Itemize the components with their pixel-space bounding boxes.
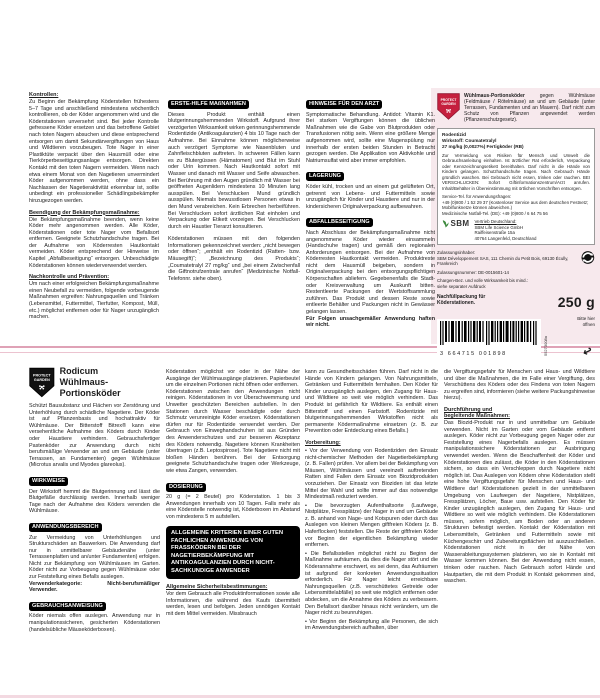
green-dot-recycling-icon — [581, 250, 595, 265]
holder-address: SBM Développement SAS, 111 Chemin du Petit Bois, 69130 Écully, Frankreich — [437, 255, 569, 267]
erste-hilfe-body: Dieses Produkt enthält einen blutgerinnungshemmenden Wirkstoff. Aufgrund ihrer verzögerten Wirksamkeit wirken gerinnungshemmende Rodentizide (Antikoagulanzien) 4 bis 10 Tage nach der Aufnahme. Bei Einnahme können möglicherweise auch verzögert Symptome wie Nasenbluten und Zahnfleischbluten auftreten. In schweren Fällen kann es zu Blutergüssen (Hämatomen) und Blut im Stuhl oder Urin kommen. Nach Hautkontakt sofort mit Wasser und danach mit Wasser und Seife abwaschen. Bei Berührung mit den Augen gründlich mit Wasser bei geöffneten Augenlidern mindestens 10 Minuten lang ausspülen. Bei Verschlucken Mund gründlich ausspülen. Niemals bewusstlosen Personen etwas in den Mund verabreichen. Kein Erbrechen herbeiführen. Bei Verschlucken sofort ärztlichen Rat einholen und Verpackung oder Etikett vorzeigen. Bei Verschlucken durch ein Haustier Tierarzt konsultieren. — [168, 111, 300, 230]
gebrauchsanweisung-header: GEBRAUCHSANWEISUNG — [29, 602, 106, 611]
beendigung-heading: Beendigung der Bekämpfungsmaßnahme: — [29, 209, 140, 216]
distributor-name: SBM Life Science GmbH — [474, 224, 524, 230]
regulatory-box — [437, 128, 595, 245]
barcode-digits: 3 664715 001898 — [440, 351, 507, 358]
koederstation-pflege: Köderstationen zwischen den Anwendungen nicht reinigen. Köderstationen in vor Überschwemmung und Unwetter geschützten Bereichen aufstellen. In den Stationen durch Wasser beschädigte oder durch Schmutz verunreinigte Köder ersetzen. Köderstationen dürfen nur für Rodentizide verwendet werden. Der Gebrauch von Einweghandschuhen ist aus Gründen des Anwenderschutzes und zur besseren Akzeptanz des Köders notwendig. Nagetiere können Krankheiten übertragen (z.B. Leptospirose). Tote Nagetiere nicht mit bloßen Händen berühren. Bei der Entsorgung geeignete Schutzhandschuhe tragen oder Werkzeuge, wie etwa Zangen, verwenden. — [166, 388, 300, 474]
criteria-banner: ALLGEMEINE KRITERIEN EINER GUTEN FACHLICHEN ANWENDUNG VON FRASSKÖDERN BEI DER NAGETIERBEKÄMPFUNG MIT ANTIKOAGULANZIEN DURCH NICHT-SACHKUNDIGE ANWENDER — [166, 526, 300, 578]
print-side-code: 55273008a — [543, 336, 548, 357]
safety-statements: Zur Vermeidung von Risiken für Mensch und Umwelt die Gebrauchsanleitung einhalten. Ist ärztlicher Rat erforderlich, Verpackung oder Kennzeichnungsetikett bereithalten. Darf nicht in die Hände von Kindern gelangen. Schutzhandschuhe tragen. Nach Gebrauch Hände gründlich waschen. Bei Gebrauch nicht essen, trinken oder rauchen. BEI VERSCHLUCKEN: Sofort Giftinformationszentrum/Arzt anrufen. Inhalt/Behälter in Übereinstimmung mit örtlichen Vorschriften entsorgen. — [442, 152, 590, 191]
label-bottom-edge — [0, 695, 600, 698]
abfallbeseitigung-header: ABFALLBESEITIGUNG — [306, 218, 373, 227]
distributor-label: Vertrieb Deutschland: — [474, 219, 517, 225]
product-claim-text: gegen Wühlmäuse (Feldmäuse / Rötelmäuse) an und um Gebäude (unter Terrassen, Fundamenten und an Mauern). Darf nicht zum Schutz von Pflanzen angewendet werden (Pflanzenschutzgesetz). — [464, 93, 595, 124]
open-here-hint: Bitte hier öffnen — [577, 316, 595, 327]
dosierung-header: DOSIERUNG — [166, 483, 206, 492]
product-description-column — [29, 366, 160, 633]
barcode-bars — [440, 321, 538, 345]
implementation-column — [444, 369, 595, 585]
koederstationen-kennzeichnung: Köderstationen müssen mit den folgenden Informationen gekennzeichnet werden: „nicht bewegen oder öffnen“; „enthält ein Rodentizid (Ratten- bzw. Mäusegift)“; „Bezeichnung des Produkts“; „Coumatetralyl 27 mg/kg“ und „bei einem Zwischenfall die Giftnotrufzentrale anrufen“ (Medizinische Notfall-Telefonnr. siehe oben). — [168, 236, 300, 282]
abfallbeseitigung-body: Nach Abschluss der Bekämpfungsmaßnahme nicht angenommene Köder wieder einsammeln (Handschuhe tragen) und gemäß den regionalen Anforderungen entsorgen. Bei der Aufnahme von Köderresten Hautkontakt vermeiden. Produktreste nicht dem Hausmüll beigeben, sondern in Originalverpackung bei den entsorgungspflichtigen Körperschaften abliefern. Gegebenenfalls die Stadt- oder Kreisverwaltung um Auskunft bitten. Restentleerte Packungen der Wertstoffsammlung zuführen. Das Produkt und dessen Reste sowie entleerte Behälter und Packungen nicht in Gewässer gelangen lassen. — [306, 229, 435, 316]
approval-number: Zulassungsnummer: DE-0015601-14 — [437, 269, 509, 275]
section-arzt-lagerung-abfall — [306, 92, 435, 329]
barcode — [437, 319, 541, 358]
haftung-hinweis: Für Folgen unsachgemäßer Anwendung haften wir nicht. — [306, 315, 435, 329]
anwendungsbereich-header: ANWENDUNGSBEREICH — [29, 523, 102, 532]
authorisation-holder-block — [437, 250, 577, 267]
koederstation-platzierung: Köderstation möglichst vor oder in der Nähe der Ausgänge der Wühlmausgänge platzieren. Papierbeutel um die einzelnen Portionen nicht öffnen oder entfernen. — [166, 369, 300, 389]
sicherheitsbestimmungen-body: Vor dem Gebrauch alle Produktinformationen sowie alle Informationen, die während des Kaufs übermittelt werden, lesen und befolgen. Jeden unnötigen Kontakt mit dem Mittel vermeiden. Missbrauch — [166, 590, 300, 617]
active-substance: Wirkstoff: Coumatetralyl — [442, 138, 497, 144]
distributor-city: 40764 Langenfeld, Deutschland — [474, 235, 537, 241]
sbm-logo — [442, 219, 469, 228]
service-phone-number: +49 (0)800 / 1 52 29 37 (Kostenloser Service aus dem deutschen Festnetz; Mobilfunknetze können abweichen.) — [442, 199, 589, 211]
vorbereitung-heading: Vorbereitung: — [305, 439, 341, 446]
vorbereitung-bullet-4: • Vor Beginn der Bekämpfung alle Personen, die sich im Anwendungsbereich aufhalten, über — [305, 618, 438, 632]
hinweise-arzt-header: HINWEISE FÜR DEN ARZT — [306, 100, 382, 109]
durchfuehrung-body: Das Biozid-Produkt nur in und unmittelbar um Gebäude verwenden. Nicht im Garten oder vom Gebäude entfernt auslegen. Köder nicht zur Vorbeugung gegen Nager oder zur Feststellung eines Nagerbefalls auslegen. Es müssen manipulationssichere Köderstationen zur Ausbringung verwendet werden. Wenn die Beschaffenheit der Köder und Köderstationen dies zulässt, die Köder in den Köderstationen sichern, so dass ein Verschleppen durch Nagetiere nicht möglich ist. Das Auslegen von Ködern ohne Köderstation stellt eine hohe Vergiftungsgefahr für Menschen und Haus- und Wildtiere dar! Köderstationen gezielt in der unmittelbaren Umgebung von Laufwegen der Nagetiere, Nistplätzen, Fressplätzen, Löcher, Baue usw. aufstellen. Den Köder für Kinder unzugänglich auslegen, den Zugang für Haus- und Wildtiere so weit wie möglich verhindern. Die Köderstationen müssen, sofern möglich, am Boden oder an anderen Strukturen befestigt werden. Kontakt der Köderstation mit Lebensmitteln, Getränken und Futtermitteln sowie mit Küchengeschirr und Zubereitungsflächen ist auszuschließen. Köderstationen nicht in der Nähe von Wasserableitungssystemen platzieren, wo sie in Kontakt mit Wasser kommen können. Bei der Anwendung nicht essen, trinken oder rauchen. Nach Gebrauch sofort Hände und Hautpartien, die mit dem Produkt in Kontakt gekommen sind, waschen. — [444, 419, 595, 585]
application-column — [166, 369, 300, 617]
open-arrow-icon: ↩ — [580, 344, 595, 360]
product-type: Rodentizid — [442, 132, 466, 138]
vorbereitung-bullet-3: • Die Befallsstellen möglichst nicht zu Beginn der Maßnahme aufräumen, da dies die Nager stört und die Köderannahme erschwert, es sei denn, das Aufräumen ist aufgrund der konkreten Anwendungssituation erforderlich. Für Nager leicht erreichbare Nahrungsquellen (z.B. verschüttetes Getreide oder Lebensmittelabfälle) so weit wie möglich entfernen oder abdecken, um die Annahme des Köders zu verbessern. Den Befallsort darüber hinaus nicht verändern, um die Nager nicht zu beunruhigen. — [305, 550, 438, 617]
product-title-line1: Rodicum — [59, 366, 99, 376]
wirkweise-body: Der Wirkstoff hemmt die Blutgerinnung und lässt die Blutgefäße durchlässig werden. Innerhalb weniger Tage nach der Aufnahme des Köders verenden die Wühlmäuse. — [29, 488, 160, 515]
nachkontrolle-heading: Nachkontrolle und Prävention: — [29, 274, 110, 281]
distributor-street: Raiffeisenstraße 15a — [474, 230, 515, 236]
hinweise-arzt-body: Symptomatische Behandlung. Antidot: Vitamin K1. Bei starken Vergiftungen können die üblichen Maßnahmen wie die Gabe von Blutprodukten oder Transfusionen nötig sein. Wenn eine größere Menge aufgenommen wird, sollte eine Magenspülung nur innerhalb der ersten beiden Stunden in Betracht gezogen werden. Die Applikation von Aktivkohle und Natriumsulfat wird aber immer empfohlen. — [306, 111, 435, 164]
net-weight: 250 g — [557, 294, 595, 311]
distributor-block — [474, 219, 536, 241]
product-title-line2: Wühlmaus-Portionsköder — [59, 377, 121, 398]
lagerung-body: Köder kühl, trocken und an einem gut gelüfteten Ort, getrennt von Lebens- und Futtermitteln sowie unzugänglich für Kinder und Haustiere und nur in der kindersicheren Originalverpackung aufbewahren. — [306, 183, 435, 210]
batch-note-line1: Chargen-Bez. und volle Wirksamkeit bis mind.: — [437, 278, 529, 284]
brand-line1: PROTECT — [33, 373, 51, 378]
sbm-leaf-icon — [442, 219, 449, 228]
preparation-column — [305, 369, 438, 632]
product-claim — [464, 93, 595, 123]
verwenderkategorie: Verwenderkategorie: Nicht-berufsmäßiger Verwender. — [29, 580, 160, 594]
brand-line1: PROTECT — [440, 98, 457, 102]
erste-hilfe-header: ERSTE-HILFE MAßNAHMEN — [168, 100, 249, 109]
section-kontrollen — [29, 92, 159, 321]
durchfuehrung-heading-line2: begleitende Maßnahmen: — [444, 412, 511, 419]
product-info-panel — [437, 93, 595, 360]
wirkweise-header: WIRKWEISE — [29, 477, 68, 486]
protect-garden-shield-icon — [437, 93, 460, 120]
kontrollen-body: Zu Beginn der Bekämpfung Köderstellen frühestens 5–7 Tage und anschließend mindestens wöchentlich kontrollieren, ob der Köder angenommen wird und die Köderstationen unversehrt sind. Bei jeder Kontrolle gefressene Köder ersetzen und das betroffene Gebiet nach toten Nagern absuchen und diese entsprechend entsorgen um damit Sekundärvergiftungen von Haus und Wildtieren vorzubeugen. Tote Nager in einer Plastiktüte verpackt über den Hausmüll oder eine Tierkörperbeseitigungsanlage entsorgen. Direkten Kontakt mit den toten Nagern vermeiden. Wenn nach etwa einem Monat von den Nagetieren unvermindert Köder aufgenommen werden, ohne dass ein Nachlassen der Nagetieraktivität erkennbar ist, sollte unbedingt ein professioneller Schädlingsbekämpfer hinzugezogen werden. — [29, 99, 159, 204]
sbm-logo-text: SBM — [450, 219, 470, 229]
brand-line2: GARDEN — [441, 102, 456, 107]
vorbereitung-bullet-1: • Vor der Verwendung von Rodentiziden den Einsatz nicht-chemischer Methoden der Nagetierbekämpfung (z. B. Fallen) prüfen. Vor allem bei der Bekämpfung von Mäusen, Wühlmäusen und vereinzelt auftretenden Ratten sind Fallen dem Einsatz von Biozidprodukten vorzuziehen. Der Einsatz von Bioziden ist das letzte Mittel der Wahl und sollte immer auf das notwendige Mindestmaß reduziert werden. — [305, 447, 438, 501]
barcode-area — [437, 312, 595, 360]
batch-note-line2: siehe separater Aufdruck — [437, 283, 486, 289]
sicherheit-fortsetzung: kann zu Gesundheitsschäden führen. Darf nicht in die Hände von Kindern gelangen. Von Nahrungsmitteln, Getränken und Futtermitteln fernhalten. Den Köder für Kinder unzugänglich auslegen, den Zugang für Haus- und Wildtiere so weit wie möglich verhindern. Das Produkt ist gefährlich für Wildtiere. Es enthält einen Bitterstoff und einen Farbstoff. Rodentizide mit blutgerinnungshemmenden Wirkstoffen nicht als permanente Ködermaßnahme einsetzen (z. B. zur Prevention oder Entdeckung eines Befalls.) — [305, 369, 438, 435]
dosierung-body: 20 g (= 2 Beutel) pro Köderstation. 1 bis 3 Anwendungen innerhalb von 10 Tagen. Falls mehr als eine Köderstelle notwendig ist, Köderboxen im Abstand von mindestens 5 m aufstellen. — [166, 494, 300, 520]
kontrollen-heading: Kontrollen: — [29, 92, 59, 98]
durchfuehrung-heading-line1: Durchführung und — [444, 406, 493, 413]
beendigung-body: Die Bekämpfungsmaßnahme beenden, wenn keine Köder mehr angenommen werden. Alle Köder, Köderstationen oder tote Nager vom Befallsort entfernen. Geeignete Schutzhandschuhe tragen. Bei der Aufnahme von Köderresten Hautkontakt vermeiden. Köder entsprechend der Hinweise im Kapitel „Abfallbeseitigung“ entsorgen. Unbeschädigte Köderstationen können wiederverwendet werden. — [29, 216, 159, 269]
section-erste-hilfe — [168, 92, 300, 282]
brand-line2: GARDEN — [33, 378, 50, 383]
concentration: 27 mg/kg (0,0027%) Fertigköder (RB) — [442, 144, 524, 150]
refill-pack-note: Nachfüllpackung für Köderstationen. — [437, 294, 486, 307]
holder-label: Zulassungsinhaber: — [437, 250, 476, 256]
informieren-fortsetzung: die Vergiftungsgefahr für Menschen und Haus- und Wildtiere und über die Maßnahmen, die im Falle einer Vergiftung, des Verschüttens des Köders oder des Findens von toten Nagern zu ergreifen sind, informieren (siehe weitere Packungshinweise hierzu). — [444, 369, 596, 402]
anwendungsbereich-body: Zur Vermeidung von Unterhöhlungen und Strukturschäden an Bauwerken. Die Anwendung darf nur in unmittelbarer Gebäudenähe (unter Terrassenplatten und an/unter Fundamenten) erfolgen. Nicht zur Bekämpfung von Wühlmäusen im Garten. Köder nicht zur Vorbeugung gegen Wühlmäuse oder zur Feststellung eines Befalls auslegen. — [29, 534, 160, 581]
nachkontrolle-body: Um nach einer erfolgreichen Bekämpfungsmaßnahme einen Neubefall zu vermeiden, folgende vorbeugende Maßnahmen ergreifen: Nahrungsquellen und Tränken (Lebensmittel, Futtermittel, Tierfutter, Kompost, Müll, etc.) möglichst entfernen oder für Nager unzugänglich machen. — [29, 281, 159, 321]
product-intro: Schützt Bausubstanz und Flächen vor Zerstörung und Unterhöhlung durch schädliche Nagetiere. Der Köder ist auf Pflanzenbasis und hochattraktiv für Wühlmäuse. Der Bitterstoff Bitrex® kann eine versehentliche Aufnahme des Köders durch Kinder oder Haustiere verhindern. Gebrauchsfertiger Pastenköder zur Anwendung durch nicht berufsmäßige Verwender an und um Gebäude (unter Terrassen, an Fundamenten) gegen Wühlmäuse (Microtus arvalis und Myodes glareolus). — [29, 403, 160, 469]
lagerung-header: LAGERUNG — [306, 172, 344, 181]
sicherheitsbestimmungen-heading: Allgemeine Sicherheitsbestimmungen: — [166, 583, 268, 590]
protect-garden-shield-icon-black — [29, 366, 55, 399]
product-name-inline: Wühlmaus-Portionsköder — [464, 93, 525, 99]
gebrauchsanweisung-body: Köder niemals offen auslegen. Anwendung nur in manipulationssicheren, gesicherten Köderstationen (handelsübliche Mäuseköderboxen). — [29, 613, 160, 633]
service-phone-label: Service-Tel. für Anwendungsfragen: — [442, 194, 512, 200]
vorbereitung-bullet-2: • Die bevorzugten Aufenthaltsorte (Laufwege, Nistplätze, Fressplätze) der Nager in und um Gebäude z. B. anhand von Nage- und Kotspuren oder durch das Auslegen von kleinen Mengen giftfreien Köders (z. B. Haferflocken) feststellen. Die Reste der giftfreien Köder vor Beginn der eigentlichen Bekämpfung wieder entfernen. — [305, 502, 438, 549]
medical-emergency-phone: Medizinische Notfall-Tel. (DE): +49 (0)800 / 6 64 75 56 — [442, 210, 548, 216]
